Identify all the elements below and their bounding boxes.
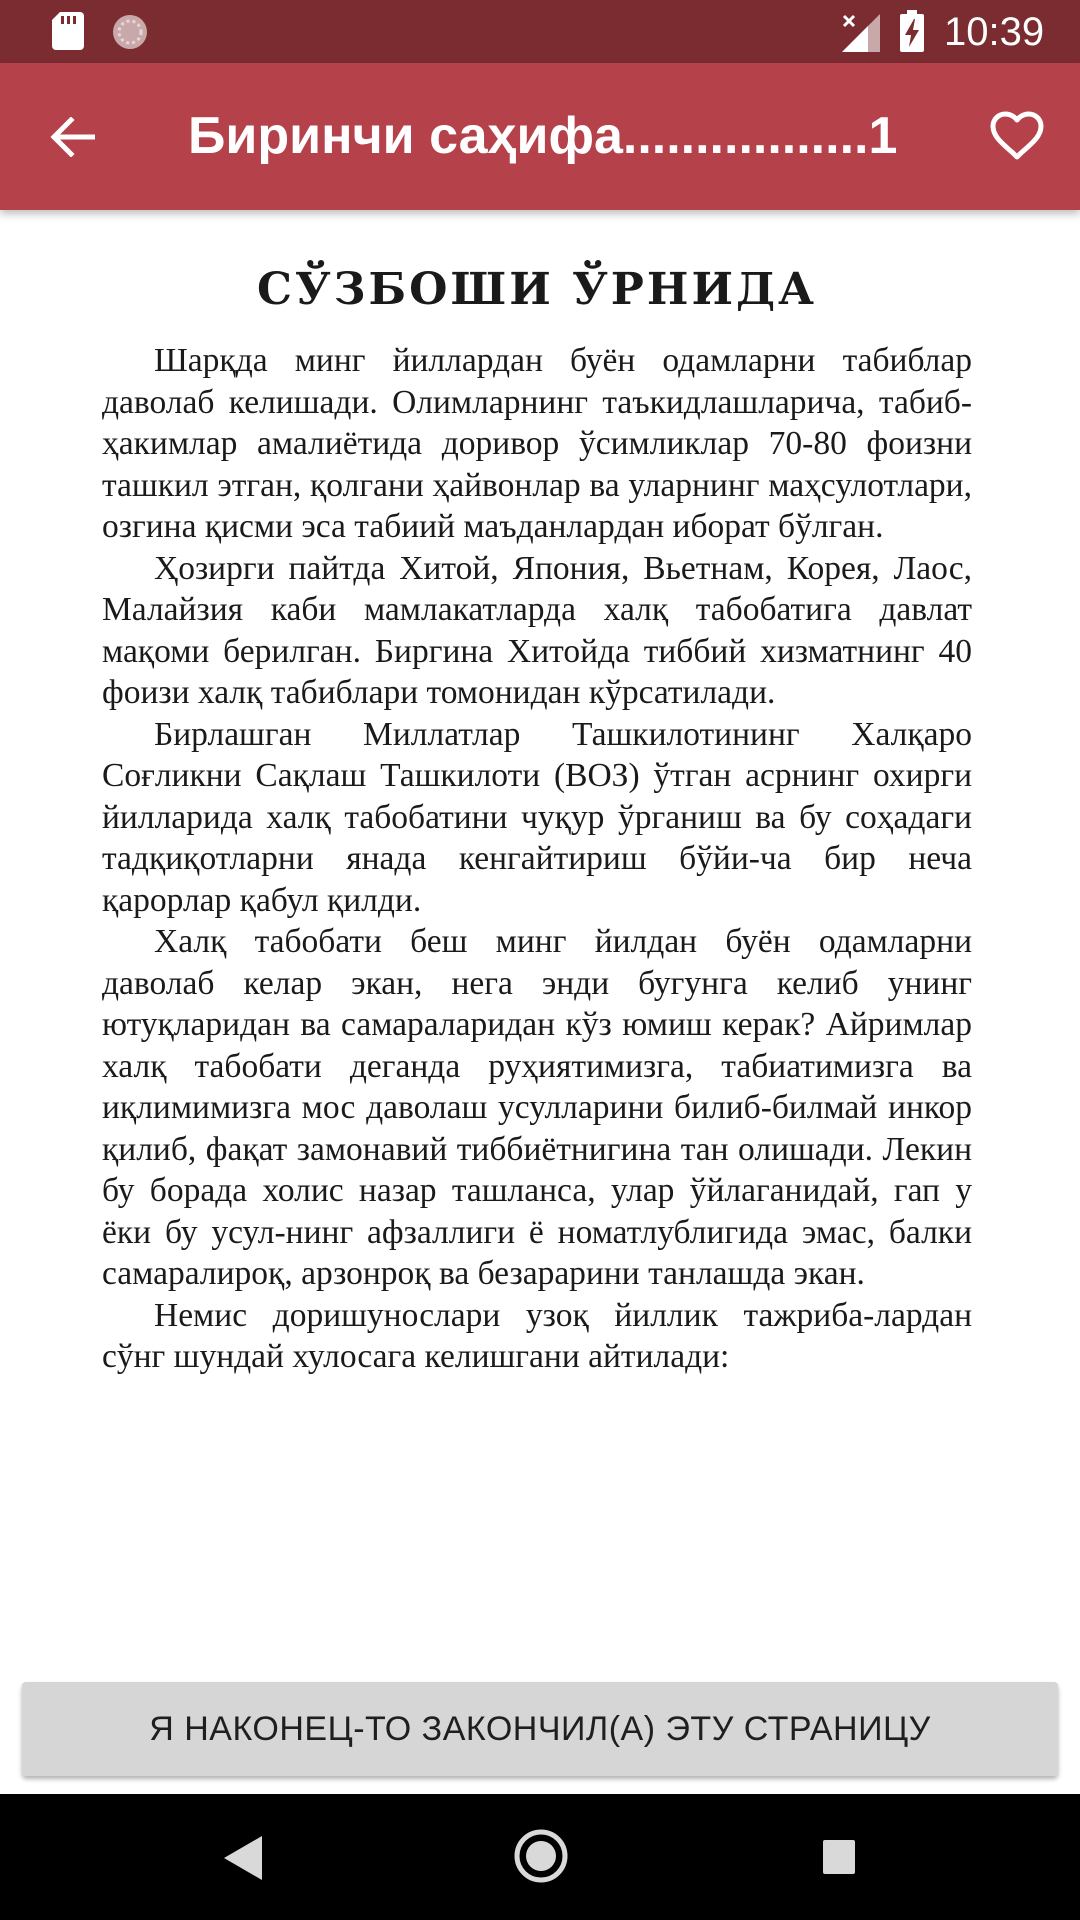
paragraph: Немис доришунослари узоқ йиллик тажриба-лардан сўнг шундай хулосага келишгани айтилади:: [102, 1296, 972, 1375]
nav-recents-icon[interactable]: [821, 1838, 857, 1876]
sync-icon: [111, 13, 149, 51]
nav-home-icon[interactable]: [513, 1828, 569, 1884]
finish-page-button[interactable]: Я НАКОНЕЦ-ТО ЗАКОНЧИЛ(А) ЭТУ СТРАНИЦУ: [22, 1682, 1058, 1776]
favorite-button[interactable]: [982, 103, 1052, 169]
signal-icon: [842, 14, 880, 52]
back-button[interactable]: [36, 107, 108, 167]
paragraph: Халқ табобати беш минг йилдан буён одамларни даволаб келар экан, нега энди бугунга келиб унинг ютуқларидан ва самараларидан кўз юмиш керак? Айримлар халқ табобати деганда руҳиятимизга, табиатимизга ва иқлимимизга мос даволаш усулларини билиб-билмай инкор қилиб, фақат замонавий тиббиётнигина тан олишади. Лекин бу борада холис назар ташланса, улар ўйлаганидай, гап у ёки бу усул-нинг афзаллиги ё номатлублигида эмас, балки самаралироқ, арзонроқ ва безарарини танлашда экан.: [102, 923, 972, 1292]
paragraph: Бирлашган Миллатлар Ташкилотининг Халқаро Соғликни Сақлаш Ташкилоти (ВОЗ) ўтган асрнинг охирги йилларида халқ табобатини чуқур ўрганиш ва бу соҳадаги тадқиқотларни янада кенгайтириш бўйи-ча бир неча қарорлар қабул қилди.: [102, 715, 972, 919]
sd-card-icon: [52, 12, 84, 50]
paragraph: Шарқда минг йиллардан буён одамларни табиблар даволаб келишади. Олимларнинг таъкидлашларича, табиб-ҳакимлар амалиётида доривор ўсимликлар 70-80 фоизни ташкил этган, қолгани ҳайвонлар ва уларнинг маҳсулотлари, озгина қисми эса табиий маъданлардан иборат бўлган.: [102, 342, 972, 545]
status-bar: [0, 0, 1080, 63]
nav-back-icon[interactable]: [222, 1834, 266, 1882]
finish-area: [0, 1666, 1080, 1794]
status-clock: 10:39: [944, 10, 1045, 54]
page-title: Биринчи саҳифа.................1: [188, 107, 898, 165]
app-toolbar: [0, 63, 1080, 210]
page-heading: СЎЗБОШИ ЎРНИДА: [257, 264, 817, 315]
scanned-page: [102, 260, 972, 1378]
navigation-bar: [0, 1794, 1080, 1920]
paragraph: Ҳозирги пайтда Хитой, Япония, Вьетнам, Корея, Лаос, Малайзия каби мамлакатларда халқ табобатига давлат мақоми берилган. Биргина Хитойда тиббий хизматнинг 40 фоизи халқ табиблари томонидан кўрсатилади.: [102, 549, 972, 711]
arrow-back-icon: [49, 117, 95, 157]
page-content[interactable]: [0, 210, 1080, 1666]
heart-outline-icon: [990, 111, 1044, 161]
battery-charging-icon: [900, 10, 924, 52]
